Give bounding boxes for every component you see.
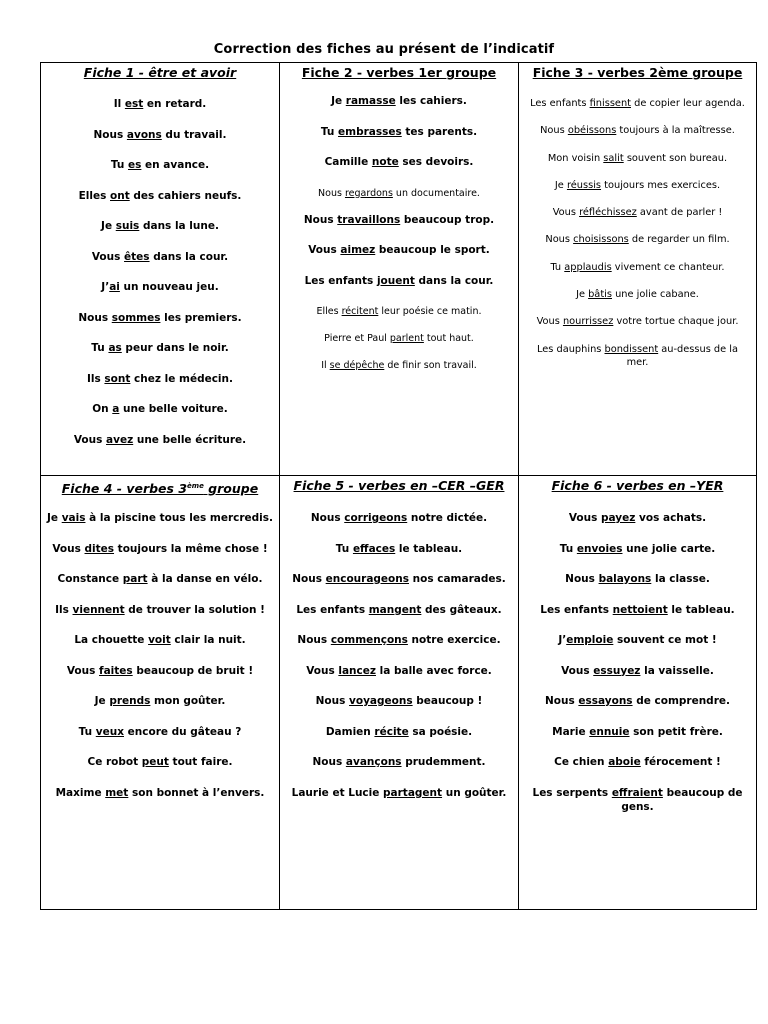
sentence-end: une belle écriture.: [133, 433, 247, 446]
conjugated-verb: effaces: [352, 542, 396, 555]
sentence-start: Vous: [52, 542, 85, 555]
sentence: [286, 305, 512, 332]
fiche-3-list: [519, 97, 756, 370]
conjugated-verb: es: [128, 159, 142, 171]
sentence-end: mon goûter.: [150, 695, 226, 707]
fiche-4-title-main: Fiche 4 - verbes 3: [61, 481, 188, 497]
sentence: [47, 664, 273, 695]
sentence-start: Je: [576, 289, 589, 301]
sentence-start: Nous: [310, 512, 345, 524]
sentence-end: tes parents.: [401, 125, 478, 138]
conjugated-verb: jouent: [376, 274, 415, 287]
sentence-end: beaucoup de bruit !: [132, 664, 254, 677]
sentence-end: la balle avec force.: [375, 664, 492, 677]
sentence-end: en avance.: [141, 159, 210, 171]
sentence: [525, 786, 750, 817]
sentence-end: beaucoup le sport.: [375, 244, 490, 256]
sentence-start: J’: [101, 281, 110, 293]
sentence-end: souvent son bureau.: [623, 152, 728, 164]
sentence: [286, 633, 512, 664]
sentence: [286, 359, 512, 386]
conjugated-verb: salit: [603, 152, 624, 164]
sentence-end: beaucoup trop.: [400, 213, 495, 226]
sentence: [47, 129, 273, 160]
sentence-end: férocement !: [640, 756, 721, 768]
sentence-start: Ce chien: [554, 756, 609, 768]
conjugated-verb: prends: [109, 695, 151, 707]
conjugated-verb: suis: [115, 220, 140, 232]
conjugated-verb: ennuie: [589, 725, 630, 738]
conjugated-verb: récitent: [341, 306, 379, 317]
sentence-end: à la piscine tous les mercredis.: [85, 512, 274, 524]
sentence-start: Vous: [91, 250, 125, 263]
sentence-start: Nous: [78, 311, 112, 324]
sentence-start: Maxime: [55, 786, 106, 799]
sentence: [525, 315, 750, 342]
sentence-end: en retard.: [143, 98, 207, 110]
sentence-end: vos achats.: [635, 512, 707, 524]
conjugated-verb: viennent: [72, 603, 125, 616]
fiche-1-list: [41, 98, 279, 464]
conjugated-verb: bondissent: [604, 343, 659, 355]
sentence-end: beaucoup !: [412, 695, 483, 707]
sentence-end: de comprendre.: [632, 695, 730, 707]
sentence-end: prudemment.: [401, 756, 486, 768]
conjugated-verb: êtes: [124, 250, 150, 263]
sentence-start: Tu: [91, 342, 109, 354]
sentence-start: Vous: [73, 433, 107, 446]
conjugated-verb: part: [122, 573, 148, 585]
sentence-start: Damien: [325, 725, 375, 738]
sentence-end: souvent ce mot !: [613, 634, 717, 646]
conjugated-verb: regardons: [344, 187, 393, 199]
sentence-end: le tableau.: [667, 603, 735, 616]
sentence-start: J’: [558, 634, 567, 646]
fiche-5-title: Fiche 5 - verbes en –CER –GER: [293, 478, 505, 493]
sentence-start: Tu: [110, 159, 129, 171]
sentence: [525, 206, 750, 233]
conjugated-verb: essuyez: [593, 664, 641, 677]
sentence-start: Constance: [57, 573, 123, 585]
sentence-start: Vous: [561, 664, 594, 677]
sentence-end: le tableau.: [395, 542, 463, 555]
conjugated-verb: sommes: [111, 311, 161, 324]
fiche-6-title: Fiche 6 - verbes en –YER: [551, 478, 724, 493]
sentence: [525, 261, 750, 288]
sentence: [47, 603, 273, 634]
sentence-end: tout faire.: [168, 756, 233, 768]
conjugated-verb: voit: [148, 634, 171, 646]
sentence-end: toujours la même chose !: [114, 542, 268, 555]
sentence: [286, 572, 512, 603]
sentence: [286, 95, 512, 126]
conjugated-verb: choisissons: [573, 234, 629, 246]
sentence-end: de trouver la solution !: [124, 603, 265, 616]
sentence-start: Nous: [292, 573, 326, 585]
conjugated-verb: avez: [106, 433, 134, 446]
sentence-start: Elles: [316, 306, 342, 317]
sentence-start: Vous: [66, 664, 100, 677]
conjugated-verb: bâtis: [588, 289, 612, 301]
sentence-end: un nouveau jeu.: [119, 281, 219, 293]
sentence: [47, 694, 273, 725]
sentence-end: dans la cour.: [149, 250, 229, 263]
sentence-start: Laurie et Lucie: [291, 786, 384, 799]
conjugated-verb: faites: [99, 664, 133, 677]
conjugated-verb: ai: [109, 281, 120, 293]
sentence-end: ses devoirs.: [398, 156, 474, 168]
sentence-start: Nous: [303, 213, 338, 226]
sentence: [525, 694, 750, 725]
sentence-end: sa poésie.: [408, 725, 473, 738]
sentence-start: Ils: [87, 372, 105, 385]
sentence: [47, 342, 273, 373]
sentence-end: dans la cour.: [414, 274, 494, 287]
sentence: [525, 633, 750, 664]
sentence-end: son petit frère.: [629, 725, 723, 738]
fiche-6-cell: [519, 476, 756, 909]
conjugated-verb: essayons: [578, 695, 633, 707]
sentence-end: chez le médecin.: [130, 372, 233, 385]
sentence: [525, 97, 750, 124]
sentence-end: la classe.: [651, 573, 710, 585]
sentence-start: Marie: [552, 725, 590, 738]
sentence-start: Nous: [545, 234, 574, 246]
fiche-1-title: Fiche 1 - être et avoir: [83, 65, 237, 80]
sentence-start: Je: [94, 695, 110, 707]
conjugated-verb: commençons: [330, 634, 408, 646]
sentence-end: leur poésie ce matin.: [378, 306, 482, 317]
sentence-end: du travail.: [161, 128, 227, 141]
sentence-start: Nous: [312, 756, 346, 768]
sentence-start: Camille: [324, 156, 372, 168]
sentence: [525, 152, 750, 179]
conjugated-verb: travaillons: [337, 213, 401, 226]
sentence-end: la vaisselle.: [640, 664, 714, 677]
sentence: [47, 542, 273, 573]
sentence-end: des gâteaux.: [421, 603, 502, 616]
fiche-4-title-end: groupe: [203, 481, 259, 497]
conjugated-verb: finissent: [589, 98, 631, 109]
conjugated-verb: est: [124, 98, 144, 110]
sentence-end: une jolie cabane.: [611, 289, 699, 301]
sentence-start: La chouette: [74, 634, 149, 646]
sentence-start: Je: [101, 220, 116, 232]
sentence-start: Elles: [78, 189, 110, 202]
sentence: [525, 725, 750, 756]
sentence-end: les cahiers.: [395, 95, 467, 107]
sentence: [525, 755, 750, 786]
sentence-end: de finir son travail.: [384, 360, 477, 371]
sentence: [286, 244, 512, 275]
sentence-end: un goûter.: [442, 786, 507, 799]
sentence-end: les premiers.: [160, 311, 242, 324]
fiche-4-title-sup: ème: [187, 482, 204, 490]
sentence-start: Nous: [545, 695, 579, 707]
conjugated-verb: avançons: [345, 756, 402, 768]
page-title: Correction des fiches au présent de l’indicatif: [213, 42, 555, 57]
sentence: [286, 786, 512, 817]
sentence-end: toujours à la maîtresse.: [616, 125, 735, 137]
sentence-start: Vous: [306, 664, 339, 677]
conjugated-verb: corrigeons: [344, 512, 408, 524]
fiche-4-cell: [41, 476, 280, 909]
sentence: [286, 664, 512, 695]
fiche-5-cell: [280, 476, 519, 909]
sentence-start: Les enfants: [530, 98, 590, 109]
sentence: [47, 725, 273, 756]
sentence-start: Ce robot: [87, 756, 142, 768]
sentence-end: tout haut.: [423, 333, 474, 344]
sentence: [47, 403, 273, 434]
sentence: [286, 755, 512, 786]
conjugated-verb: lancez: [338, 664, 376, 677]
conjugated-verb: partagent: [383, 786, 443, 799]
sentence-start: Tu: [559, 542, 577, 555]
conjugated-verb: emploie: [566, 634, 614, 646]
sentence-end: son bonnet à l’envers.: [128, 786, 265, 799]
sentence: [286, 694, 512, 725]
conjugated-verb: réfléchissez: [579, 207, 637, 219]
fiche-2-cell: [280, 63, 519, 476]
sentence-end: notre exercice.: [407, 634, 501, 646]
conjugated-verb: effraient: [611, 786, 663, 799]
sentence-end: beaucoup de gens.: [621, 786, 743, 813]
sentence: [47, 251, 273, 282]
conjugated-verb: nourrissez: [562, 316, 614, 328]
sentence: [286, 214, 512, 245]
sentence-start: Nous: [318, 187, 345, 199]
sentence: [286, 542, 512, 573]
conjugated-verb: veux: [95, 725, 124, 738]
sentence: [47, 434, 273, 465]
conjugated-verb: ramasse: [345, 95, 396, 107]
sentence: [47, 281, 273, 312]
conjugated-verb: applaudis: [564, 261, 612, 273]
sentence-start: Nous: [297, 634, 331, 646]
conjugated-verb: nettoient: [612, 603, 668, 616]
sentence: [47, 312, 273, 343]
fiche-2-list: [280, 95, 518, 386]
sentence: [47, 511, 273, 542]
sentence: [286, 156, 512, 187]
sentence: [47, 98, 273, 129]
sentence-start: Les serpents: [532, 786, 612, 799]
sentence: [286, 275, 512, 306]
sentence-end: un documentaire.: [392, 187, 480, 199]
sentence-start: On: [92, 403, 113, 415]
conjugated-verb: ont: [110, 189, 130, 202]
sentence: [47, 755, 273, 786]
sentence-start: Ils: [55, 603, 73, 616]
sentence: [47, 786, 273, 817]
sentence-end: toujours mes exercices.: [601, 179, 721, 191]
sentence-start: Je: [47, 512, 62, 524]
sentence-start: Tu: [78, 725, 96, 738]
sentence-end: des cahiers neufs.: [129, 189, 242, 202]
sentence: [47, 190, 273, 221]
fiche-6-list: [519, 511, 756, 816]
sentence: [525, 603, 750, 634]
conjugated-verb: voyageons: [349, 695, 413, 707]
sentence-end: peur dans le noir.: [121, 342, 229, 354]
conjugated-verb: envoies: [576, 542, 623, 555]
sentence-start: Les enfants: [540, 603, 613, 616]
sentence-start: Je: [554, 179, 567, 191]
sentence-end: nos camarades.: [409, 573, 506, 585]
sentence: [525, 542, 750, 573]
sentence: [47, 373, 273, 404]
conjugated-verb: met: [105, 786, 129, 799]
sentence-start: Tu: [335, 542, 353, 555]
fiche-1-cell: [41, 63, 280, 476]
sentence-end: avant de parler !: [636, 207, 723, 219]
sentence: [525, 233, 750, 260]
sentence-start: Nous: [565, 573, 599, 585]
conjugated-verb: note: [371, 156, 399, 168]
sentence-start: Pierre et Paul: [324, 333, 390, 344]
conjugated-verb: aimez: [340, 244, 376, 256]
sentence: [286, 126, 512, 157]
conjugated-verb: encourageons: [325, 573, 409, 585]
sentence-start: Nous: [540, 125, 568, 137]
sentence: [47, 572, 273, 603]
conjugated-verb: se dépêche: [329, 360, 385, 371]
sentence-end: votre tortue chaque jour.: [613, 316, 739, 328]
sentence: [47, 220, 273, 251]
fiche-2-title: Fiche 2 - verbes 1er groupe: [301, 65, 497, 80]
conjugated-verb: aboie: [608, 756, 641, 768]
sentence: [525, 124, 750, 151]
sentence-start: Nous: [93, 128, 127, 141]
conjugated-verb: obéissons: [567, 125, 617, 137]
sentence-start: Mon voisin: [547, 152, 604, 164]
fiche-3-title: Fiche 3 - verbes 2ème groupe: [532, 65, 743, 80]
fiches-table: [40, 62, 757, 910]
conjugated-verb: récite: [374, 725, 409, 738]
sentence-start: Vous: [568, 512, 602, 524]
sentence: [525, 572, 750, 603]
conjugated-verb: a: [112, 403, 120, 415]
sentence-end: clair la nuit.: [170, 634, 246, 646]
conjugated-verb: payez: [601, 512, 636, 524]
conjugated-verb: embrasses: [338, 125, 402, 138]
sentence-end: à la danse en vélo.: [147, 573, 263, 585]
sentence: [286, 187, 512, 214]
sentence-end: encore du gâteau ?: [124, 725, 242, 738]
sentence-end: notre dictée.: [407, 512, 488, 524]
conjugated-verb: mangent: [368, 603, 422, 616]
sentence-start: Tu: [320, 125, 339, 138]
sentence: [286, 603, 512, 634]
sentence: [525, 179, 750, 206]
conjugated-verb: réussis: [566, 179, 602, 191]
sentence-end: dans la lune.: [139, 220, 219, 232]
conjugated-verb: vais: [61, 512, 86, 524]
sentence-start: Je: [331, 95, 346, 107]
sentence-start: Les enfants: [296, 603, 369, 616]
conjugated-verb: as: [108, 342, 122, 354]
sentence-start: Les enfants: [304, 274, 377, 287]
sentence-end: de regarder un film.: [628, 234, 730, 246]
sentence-start: Nous: [315, 695, 350, 707]
sentence-end: de copier leur agenda.: [631, 98, 745, 109]
sentence-end: une jolie carte.: [622, 542, 716, 555]
sentence-start: Les dauphins: [536, 343, 605, 355]
sentence-end: au-dessus de la mer.: [626, 343, 739, 368]
sentence: [286, 332, 512, 359]
sentence: [525, 511, 750, 542]
conjugated-verb: parlent: [389, 333, 424, 344]
sentence: [286, 511, 512, 542]
fiche-4-list: [41, 511, 279, 816]
conjugated-verb: dites: [84, 542, 115, 555]
fiche-4-title: [41, 478, 279, 497]
fiche-3-cell: [519, 63, 756, 476]
conjugated-verb: sont: [104, 372, 131, 385]
sentence: [47, 633, 273, 664]
conjugated-verb: balayons: [598, 573, 652, 585]
sentence-end: une belle voiture.: [119, 403, 228, 415]
sentence-start: Tu: [550, 261, 565, 273]
fiche-5-list: [280, 511, 518, 816]
sentence: [525, 343, 750, 370]
conjugated-verb: peut: [141, 756, 169, 768]
sentence: [525, 664, 750, 695]
sentence-start: Vous: [536, 316, 563, 328]
conjugated-verb: avons: [126, 128, 162, 141]
sentence: [525, 288, 750, 315]
sentence-start: Vous: [552, 207, 580, 219]
sentence-start: Vous: [308, 244, 341, 256]
sentence-end: vivement ce chanteur.: [611, 261, 725, 273]
sentence-start: Il: [321, 360, 330, 371]
sentence: [286, 725, 512, 756]
sentence: [47, 159, 273, 190]
sentence-start: Il: [113, 98, 125, 110]
